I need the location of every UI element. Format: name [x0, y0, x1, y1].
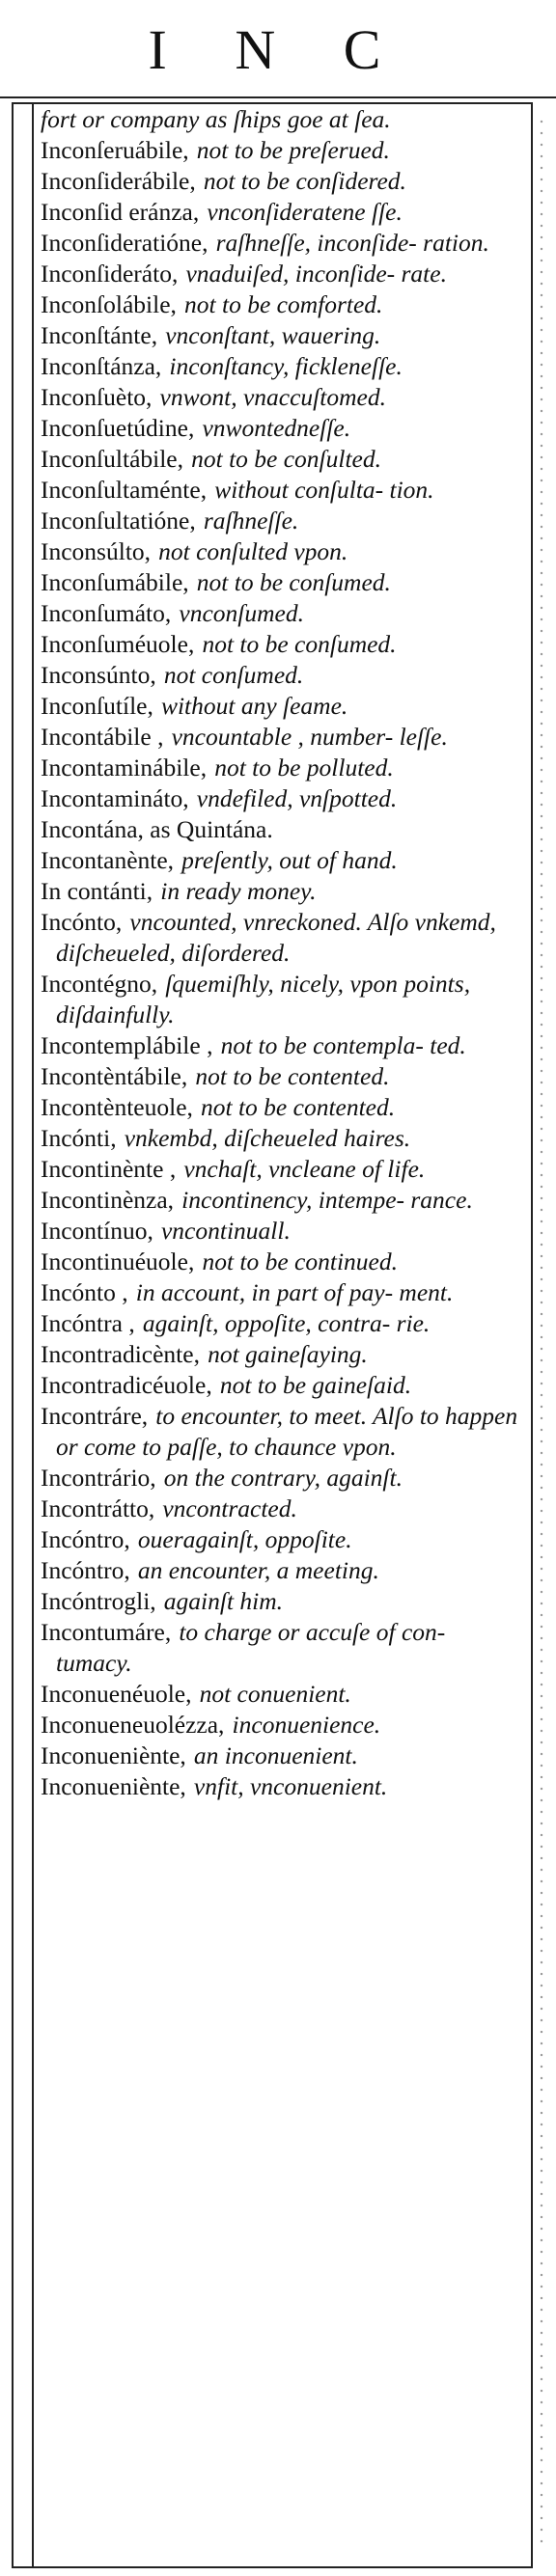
headword: Incónto , — [41, 1278, 128, 1306]
dictionary-entry — [41, 289, 523, 320]
gutter-dots — [533, 116, 550, 2547]
definition: to encounter, to meet. Alſo to happen or come to paſſe, to chaunce vpon. — [56, 1402, 518, 1461]
dictionary-column — [41, 104, 523, 1802]
definition: not to be conſidered. — [203, 167, 406, 195]
dictionary-entry — [41, 722, 523, 753]
headword: Inconſuèto, — [41, 383, 153, 411]
definition: vncontracted. — [162, 1494, 297, 1522]
headword: Inconuenéuole, — [41, 1680, 192, 1708]
headword: Incontanènte, — [41, 846, 175, 874]
headword: Inconſideratióne, — [41, 229, 208, 257]
headword: Incóntro, — [41, 1556, 130, 1584]
dictionary-entry — [41, 1092, 523, 1123]
definition: to charge or accuſe of con- tumacy. — [56, 1618, 446, 1677]
headword: Inconſideráto, — [41, 260, 179, 288]
headword: Incóntro, — [41, 1525, 130, 1553]
headword: Incontrátto, — [41, 1494, 155, 1522]
dictionary-entry — [41, 1247, 523, 1277]
headword: Incontradicéuole, — [41, 1371, 212, 1399]
dictionary-entry — [41, 1494, 523, 1524]
headword: Incóntrogli, — [41, 1587, 156, 1615]
definition: an inconuenient. — [193, 1741, 358, 1769]
definition: not to be contented. — [195, 1062, 390, 1090]
headword: Inconſumáto, — [41, 599, 172, 627]
headword: Inconſiderábile, — [41, 167, 196, 195]
dictionary-entry — [41, 753, 523, 783]
definition: not to be gaineſaid. — [219, 1371, 412, 1399]
dictionary-entry — [41, 382, 523, 413]
dictionary-entry — [41, 228, 523, 259]
definition: vndefiled, vnſpotted. — [196, 784, 398, 812]
definition: not to be conſulted. — [191, 445, 381, 473]
running-head — [0, 0, 556, 98]
dictionary-entry — [41, 135, 523, 166]
definition: vnconſtant, wauering. — [165, 321, 381, 349]
headword: Incontènteuole, — [41, 1093, 193, 1121]
dictionary-entry — [41, 783, 523, 814]
definition: vnkembd, diſcheueled haires. — [124, 1124, 411, 1152]
dictionary-entry — [41, 1771, 523, 1802]
headword: In contánti, — [41, 877, 153, 905]
headword: Incóntra , — [41, 1309, 135, 1337]
dictionary-entry — [41, 660, 523, 691]
headword: Inconſuetúdine, — [41, 414, 195, 442]
definition: not gaineſaying. — [208, 1340, 368, 1368]
definition: vnfit, vnconuenient. — [193, 1772, 388, 1800]
definition: vnwont, vnaccuſtomed. — [159, 383, 386, 411]
dictionary-entry — [41, 1617, 523, 1679]
headword: Inconueniènte, — [41, 1772, 186, 1800]
headword: Incontèntábile, — [41, 1062, 188, 1090]
dictionary-entry — [41, 1710, 523, 1740]
headword: Incontráre, — [41, 1402, 149, 1430]
headword: Incontrário, — [41, 1464, 156, 1492]
definition: not conſulted vpon. — [158, 537, 348, 565]
headword: Inconſolábile, — [41, 290, 177, 318]
definition: not to be polluted. — [214, 754, 394, 781]
dictionary-entry — [41, 1740, 523, 1771]
headword: Incónti, — [41, 1124, 117, 1152]
definition: without conſulta- tion. — [214, 476, 434, 504]
headword: Inconſtánza, — [41, 352, 162, 380]
definition: vnwontedneſſe. — [202, 414, 351, 442]
definition: fort or company as ſhips goe at ſea. — [41, 105, 391, 133]
dictionary-entry — [41, 1030, 523, 1061]
definition: vnaduiſed, inconſide- rate. — [185, 260, 447, 288]
headword: Incontradicènte, — [41, 1340, 200, 1368]
dictionary-entry — [41, 907, 523, 969]
headword: Inconſid eránza, — [41, 198, 200, 226]
dictionary-entry — [41, 1061, 523, 1092]
dictionary-entry — [41, 691, 523, 722]
definition: not to be contented. — [201, 1093, 396, 1121]
definition: vncontinuall. — [160, 1217, 291, 1245]
definition: vncounted, vnreckoned. Alſo vnkemd, diſcheueled, diſordered. — [56, 908, 496, 967]
headword: Incontégno, — [41, 970, 158, 998]
headword: Inconſeruábile, — [41, 136, 189, 164]
headword: Inconsúlto, — [41, 537, 152, 565]
headword: Inconſutíle, — [41, 692, 153, 720]
definition: on the contrary, againſt. — [163, 1464, 403, 1492]
dictionary-entry — [41, 1308, 523, 1339]
definition: againſt, oppoſite, contra- rie. — [142, 1309, 431, 1337]
definition: raſhneſſe, inconſide- ration. — [215, 229, 489, 257]
dictionary-entry — [41, 969, 523, 1030]
headword: Incónto, — [41, 908, 123, 936]
headword: Incontaminábile, — [41, 754, 208, 781]
definition: vnchaſt, vncleane of life. — [183, 1155, 426, 1183]
headword: Incontinènza, — [41, 1186, 175, 1214]
definition: not conuenient. — [199, 1680, 351, 1708]
dictionary-entry — [41, 1463, 523, 1494]
definition: vnconſideratene ſſe. — [207, 198, 403, 226]
definition: vnconſumed. — [179, 599, 304, 627]
dictionary-entry — [41, 259, 523, 289]
headword: Incontinuéuole, — [41, 1247, 195, 1275]
dictionary-entry — [41, 1555, 523, 1586]
definition: inconſtancy, fickleneſſe. — [169, 352, 403, 380]
dictionary-entry — [41, 1679, 523, 1710]
margin-rule — [32, 102, 34, 2568]
dictionary-entry — [41, 320, 523, 351]
definition: not to be preſerued. — [196, 136, 390, 164]
dictionary-entry — [41, 475, 523, 506]
definition: not conſumed. — [163, 661, 304, 689]
dictionary-entry — [41, 814, 523, 845]
headword: Inconſtánte, — [41, 321, 158, 349]
headword: Incontemplábile , — [41, 1031, 213, 1059]
dictionary-entry — [41, 444, 523, 475]
headword: Incontínuo, — [41, 1217, 153, 1245]
headword: Incontána, as Quintána. — [41, 815, 273, 843]
dictionary-entry — [41, 1401, 523, 1463]
definition: preſently, out of hand. — [181, 846, 398, 874]
dictionary-entry — [41, 1277, 523, 1308]
dictionary-entry — [41, 197, 523, 228]
definition: in ready money. — [160, 877, 317, 905]
headword: Incontumáre, — [41, 1618, 172, 1646]
headword: Inconſuméuole, — [41, 630, 195, 658]
dictionary-entry — [41, 536, 523, 567]
headword: Inconueneuolézza, — [41, 1711, 225, 1739]
headword: Incontinènte , — [41, 1155, 177, 1183]
definition: inconuenience. — [232, 1711, 381, 1739]
dictionary-entry — [41, 1339, 523, 1370]
dictionary-entry — [41, 1154, 523, 1185]
dictionary-entry — [41, 351, 523, 382]
running-head-text: I N C — [148, 18, 408, 81]
dictionary-entry — [41, 104, 523, 135]
dictionary-entry — [41, 1586, 523, 1617]
definition: an encounter, a meeting. — [137, 1556, 379, 1584]
dictionary-entry — [41, 876, 523, 907]
headword: Inconſultaménte, — [41, 476, 208, 504]
definition: in account, in part of pay- ment. — [135, 1278, 454, 1306]
headword: Incontamináto, — [41, 784, 189, 812]
definition: not to be contempla- ted. — [220, 1031, 466, 1059]
dictionary-entry — [41, 1216, 523, 1247]
dictionary-entry — [41, 1524, 523, 1555]
headword: Inconſultábile, — [41, 445, 183, 473]
dictionary-entry — [41, 567, 523, 598]
headword: Inconueniènte, — [41, 1741, 186, 1769]
dictionary-entry — [41, 166, 523, 197]
dictionary-entry — [41, 1370, 523, 1401]
dictionary-entry — [41, 598, 523, 629]
definition: not to be conſumed. — [196, 568, 391, 596]
dictionary-entry — [41, 1185, 523, 1216]
definition: not to be continued. — [202, 1247, 398, 1275]
dictionary-entry — [41, 629, 523, 660]
definition: againſt him. — [163, 1587, 284, 1615]
headword: Inconſultatióne, — [41, 507, 196, 534]
dictionary-entry — [41, 1123, 523, 1154]
definition: without any ſeame. — [160, 692, 348, 720]
dictionary-entry — [41, 845, 523, 876]
definition: ſquemiſhly, nicely, vpon points, diſdainfully. — [56, 970, 471, 1028]
definition: oueragainſt, oppoſite. — [137, 1525, 352, 1553]
definition: incontinency, intempe- rance. — [181, 1186, 473, 1214]
dictionary-entry — [41, 413, 523, 444]
headword: Inconsúnto, — [41, 661, 156, 689]
headword: Inconſumábile, — [41, 568, 189, 596]
headword: Incontábile , — [41, 723, 164, 751]
dictionary-entry — [41, 506, 523, 536]
definition: raſhneſſe. — [203, 507, 299, 534]
definition: not to be comforted. — [184, 290, 383, 318]
definition: vncountable , number- leſſe. — [171, 723, 448, 751]
definition: not to be conſumed. — [202, 630, 397, 658]
